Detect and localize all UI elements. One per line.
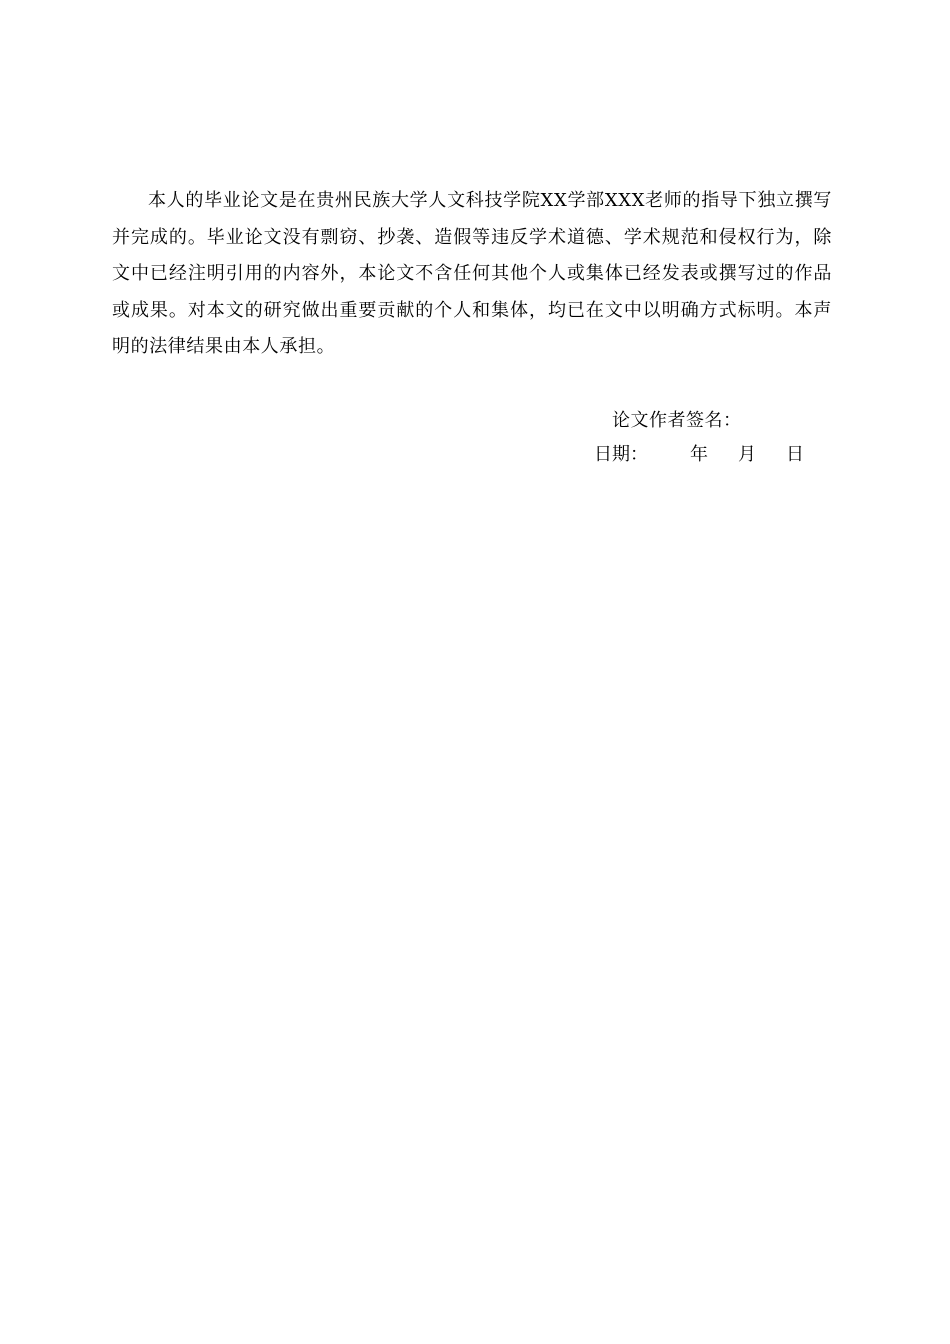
month-label: 月: [738, 444, 756, 465]
date-label: 日期：: [594, 444, 648, 465]
author-signature-label: 论文作者签名：: [612, 410, 742, 431]
day-label: 日: [786, 444, 804, 465]
year-label: 年: [690, 444, 708, 465]
date-line: [594, 437, 804, 473]
declaration-paragraph: 本人的毕业论文是在贵州民族大学人文科技学院XX学部XXX老师的指导下独立撰写并完成的。毕业论文没有剽窃、抄袭、造假等违反学术道德、学术规范和侵权行为，除文中已经注明引用的内容外，本论文不含任何其他个人或集体已经发表或撰写过的作品或成果。对本文的研究做出重要贡献的个人和集体，均已在文中以明确方式标明。本声明的法律结果由本人承担。: [112, 190, 832, 357]
